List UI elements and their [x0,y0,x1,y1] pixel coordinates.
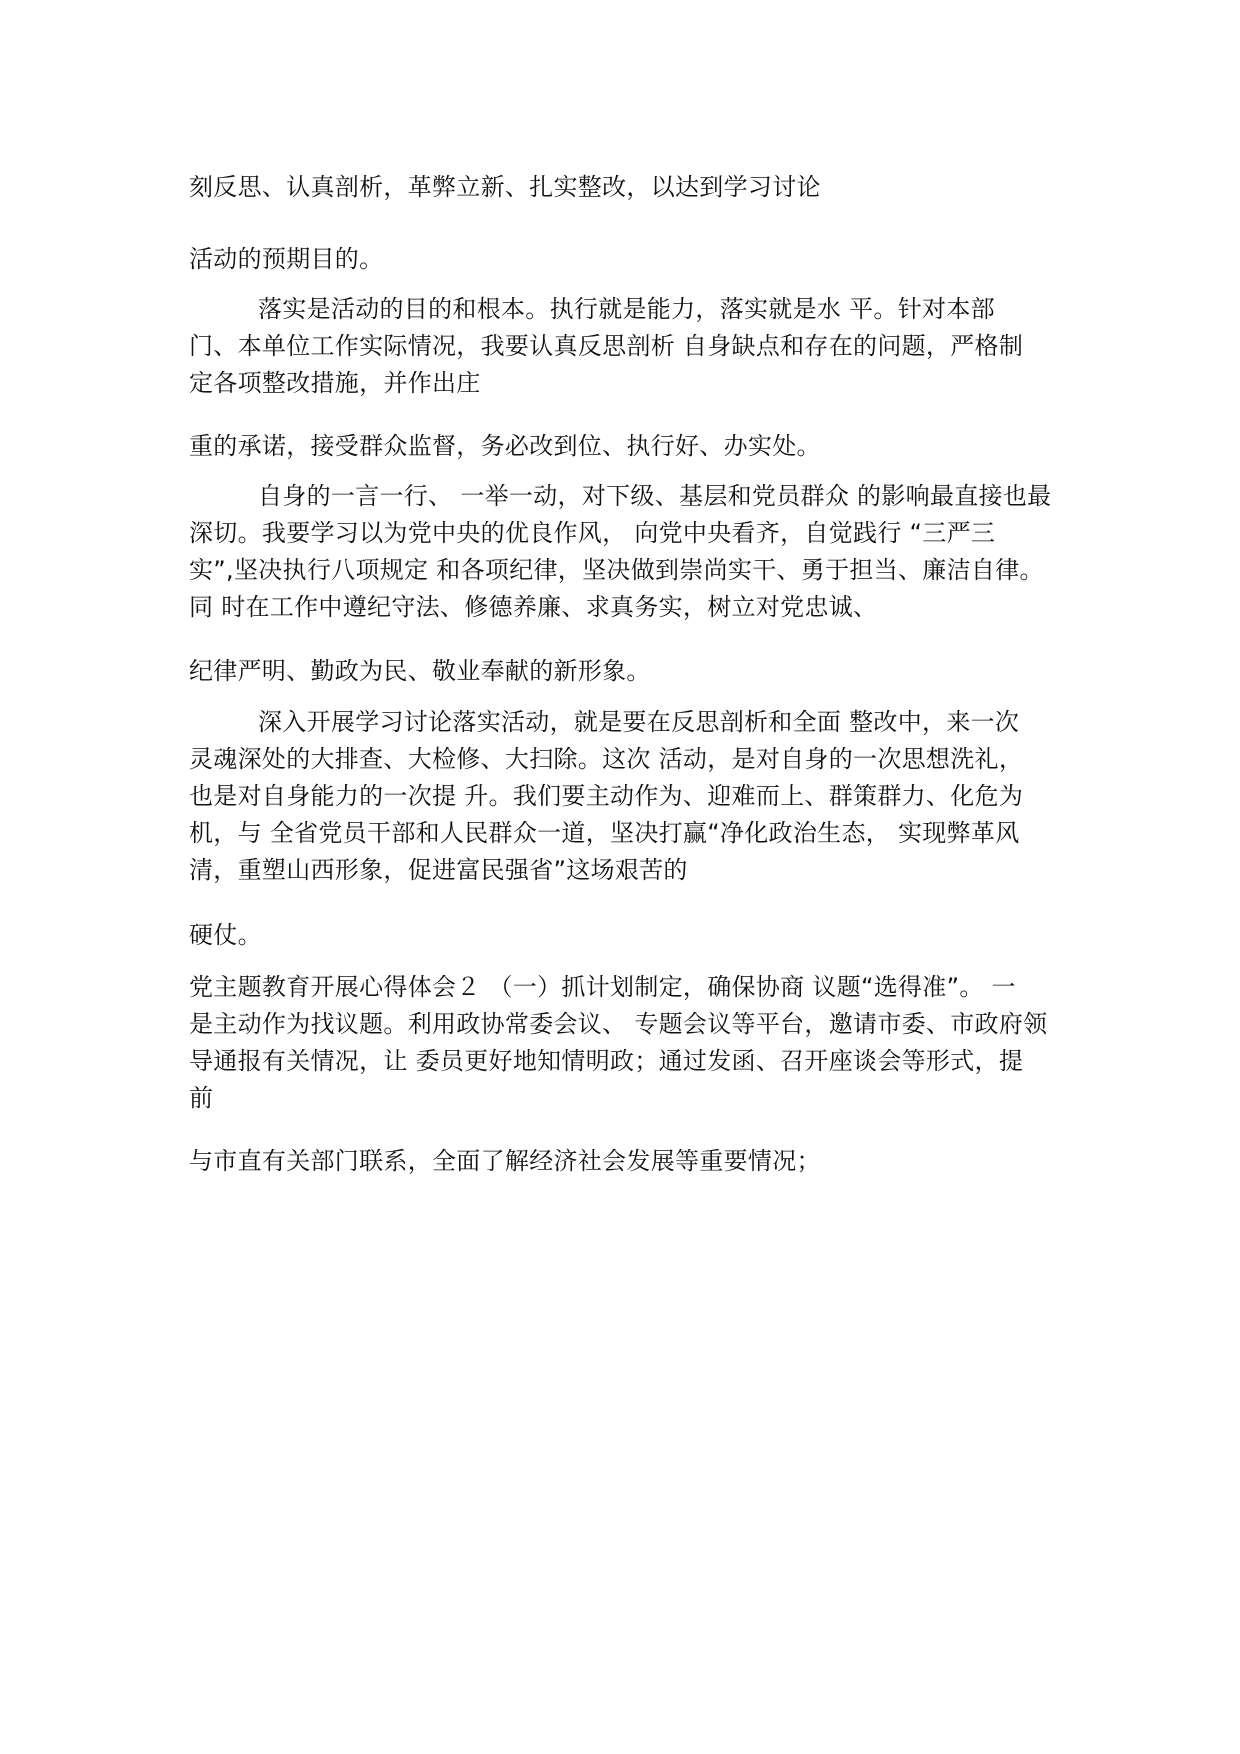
paragraph-line: 落实是活动的目的和根本。执行就是能力，落实就是水 平。针对本部 [258,295,995,323]
paragraph-line: 纪律严明、勤政为民、敬业奉献的新形象。 [189,657,651,685]
paragraph-line: 灵魂深处的大排查、大检修、大扫除。这次 活动，是对自身的一次思想洗礼， [189,745,1024,773]
paragraph-line: 与市直有关部门联系，全面了解经济社会发展等重要情况； [189,1147,821,1175]
paragraph-line: 刻反思、认真剖析，革弊立新、扎实整改，以达到学习讨论 [189,173,821,201]
paragraph-line: 深入开展学习讨论落实活动，就是要在反思剖析和全面 整改中，来一次 [258,708,1020,736]
paragraph-line: 清，重塑山西形象，促进富民强省”这场艰苦的 [189,856,688,884]
paragraph-line: 自身的一言一行、 一举一动，对下级、基层和党员群众 的影响最直接也最 [258,482,1052,510]
paragraph-line: 硬仗。 [189,921,262,949]
paragraph-line: 活动的预期目的。 [189,245,384,273]
paragraph-line: 门、本单位工作实际情况，我要认真反思剖析 自身缺点和存在的问题，严格制 [189,332,1024,360]
paragraph-line: 前 [189,1084,214,1112]
paragraph-line: 是主动作为找议题。利用政协常委会议、 专题会议等平台，邀请市委、市政府领 [189,1010,1048,1038]
paragraph-line: 也是对自身能力的一次提 升。我们要主动作为、迎难而上、群策群力、化危为 [189,782,1024,810]
paragraph-line: 机，与 全省党员干部和人民群众一道，坚决打赢“净化政治生态， 实现弊革风 [189,819,1020,847]
paragraph-line: 深切。我要学习以为党中央的优良作风， 向党中央看齐，自觉践行 “三严三 [189,519,996,547]
paragraph-line: 党主题教育开展心得体会２ （一）抓计划制定，确保协商 议题“选得准”。 一 [189,973,1016,1001]
paragraph-line: 重的承诺，接受群众监督，务必改到位、执行好、办实处。 [189,432,821,460]
paragraph-line: 定各项整改措施，并作出庄 [189,369,481,397]
paragraph-line: 同 时在工作中遵纪守法、修德养廉、求真务实，树立对党忠诚、 [189,593,878,621]
paragraph-line: 导通报有关情况，让 委员更好地知情明政；通过发函、召开座谈会等形式，提 [189,1047,1024,1075]
paragraph-line: 实”,坚决执行八项规定 和各项纪律，坚决做到崇尚实干、勇于担当、廉洁自律。 [189,556,1044,584]
